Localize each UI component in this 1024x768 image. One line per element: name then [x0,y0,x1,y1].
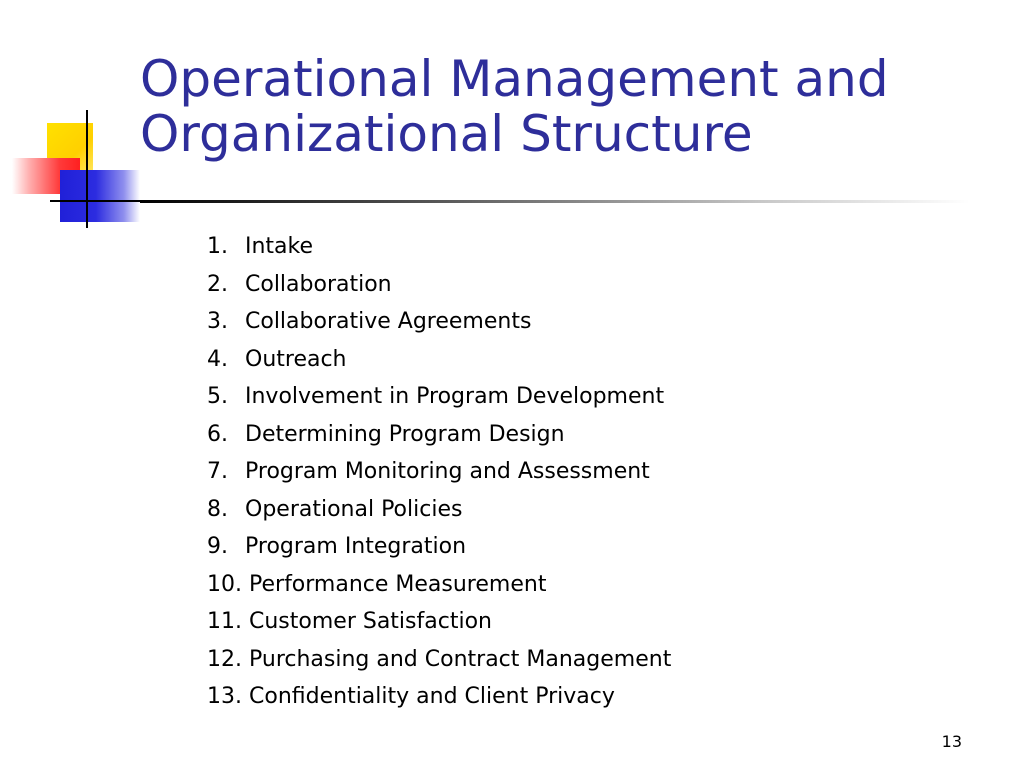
item-number: 12. [207,646,242,672]
list-item [207,228,671,266]
list-item [207,678,671,716]
item-text: Collaboration [245,271,392,297]
item-number: 4. [207,346,228,372]
list-item [207,603,671,641]
title-line-1: Operational Management and [140,50,889,108]
corner-emblem [0,100,150,240]
list-item [207,378,671,416]
item-text: Operational Policies [245,496,463,522]
item-number: 7. [207,459,228,484]
list-item [207,566,671,604]
list-item [207,266,671,304]
item-text: Performance Measurement [249,571,547,597]
title-divider [140,200,970,203]
emblem-vertical-line [86,110,88,228]
list-item [207,641,671,679]
item-number: 5. [207,384,228,409]
item-text: Program Monitoring and Assessment [245,459,650,484]
item-number: 8. [207,496,228,522]
item-number: 11. [207,609,242,634]
title-line-2: Organizational Structure [140,105,753,163]
list-item [207,416,671,454]
list-item [207,491,671,529]
item-number: 13. [207,684,242,709]
item-number: 10. [207,571,242,597]
item-text: Confidentiality and Client Privacy [249,684,615,709]
item-text: Determining Program Design [245,421,565,447]
list-item [207,528,671,566]
item-text: Customer Satisfaction [249,609,492,634]
list-item [207,303,671,341]
item-number: 6. [207,421,228,447]
item-text: Purchasing and Contract Management [249,646,672,672]
item-number: 9. [207,534,228,559]
page-number: 13 [941,732,962,751]
item-number: 2. [207,271,228,297]
emblem-horizontal-line [50,200,145,202]
slide-title [140,52,1000,162]
numbered-list [207,228,671,716]
list-item [207,453,671,491]
item-text: Involvement in Program Development [245,384,665,409]
item-number: 3. [207,309,228,334]
list-item [207,341,671,379]
item-text: Outreach [245,346,347,372]
item-text: Program Integration [245,534,467,559]
item-text: Intake [245,234,314,259]
item-text: Collaborative Agreements [245,309,532,334]
item-number: 1. [207,234,228,259]
blue-square [60,170,140,222]
